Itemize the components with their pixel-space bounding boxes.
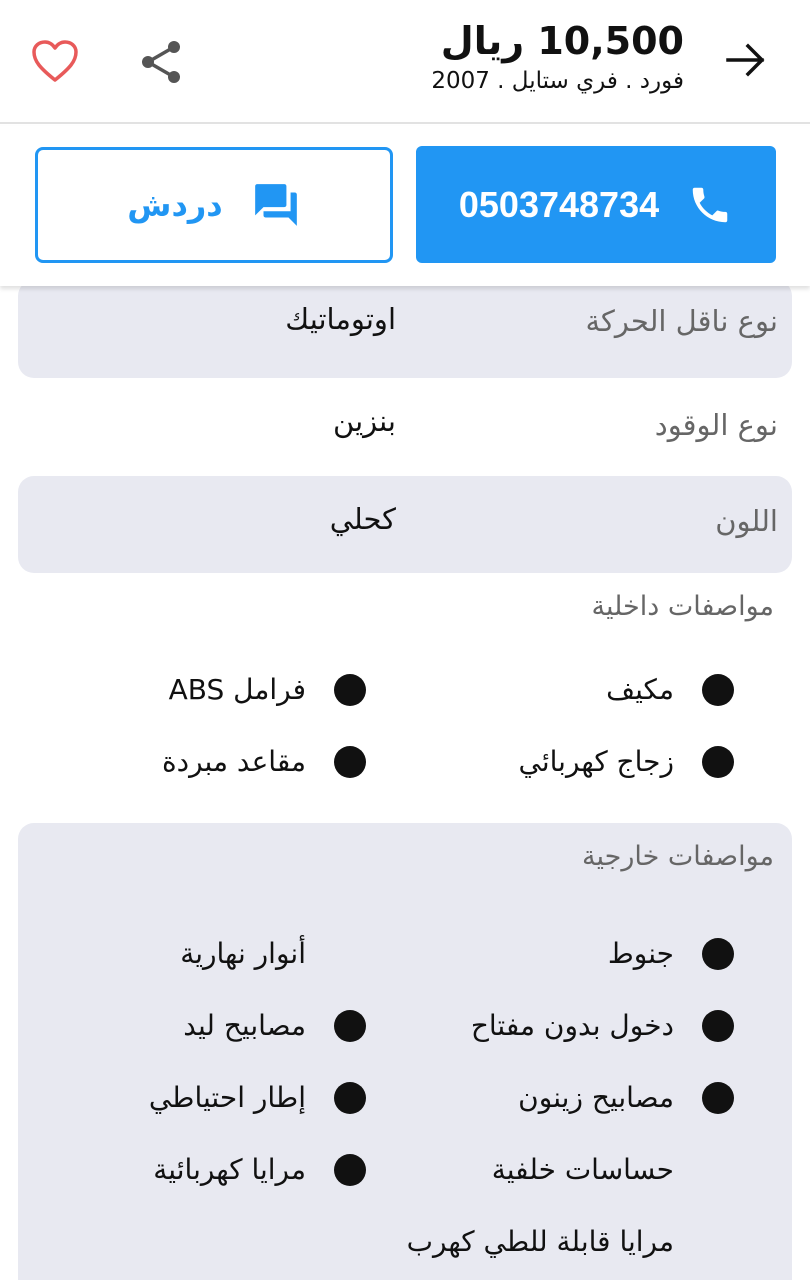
top-app-bar — [0, 0, 810, 124]
bullet-dot-empty — [334, 938, 366, 970]
share-icon — [138, 38, 186, 86]
feature-label: فرامل ABS — [168, 673, 306, 706]
spec-key: نوع ناقل الحركة — [585, 304, 778, 338]
interior-features-section — [18, 573, 792, 823]
section-title: مواصفات داخلية — [591, 591, 774, 622]
arrow-forward-icon — [724, 38, 768, 82]
bullet-dot-empty — [702, 1154, 734, 1186]
feature-label: أنوار نهارية — [180, 937, 306, 970]
chat-label: دردش — [127, 186, 223, 224]
feature-label: زجاج كهربائي — [518, 745, 674, 778]
feature-item — [492, 1153, 734, 1186]
bullet-dot — [334, 1154, 366, 1186]
feature-label: مرايا قابلة للطي كهرب — [406, 1225, 674, 1258]
feature-item — [471, 1009, 734, 1042]
feature-label: مصابيح ليد — [183, 1009, 306, 1042]
bullet-dot — [702, 674, 734, 706]
spec-value: بنزين — [333, 404, 396, 438]
contact-actions — [0, 126, 810, 286]
feature-label: مكيف — [606, 673, 674, 706]
exterior-features-section — [18, 823, 792, 1280]
spec-key: نوع الوقود — [654, 408, 778, 442]
feature-item — [518, 1081, 734, 1114]
price-text: 10,500 ريال — [440, 19, 684, 63]
spec-value: اوتوماتيك — [285, 302, 396, 336]
feature-item — [149, 1081, 366, 1114]
back-button[interactable] — [724, 38, 768, 82]
feature-label: دخول بدون مفتاح — [470, 1009, 674, 1042]
specs-list — [0, 286, 810, 1280]
chat-icon — [251, 180, 301, 230]
bullet-dot — [702, 1010, 734, 1042]
spec-key: اللون — [715, 504, 778, 538]
feature-item — [180, 937, 366, 970]
bullet-dot — [702, 1082, 734, 1114]
feature-label: جنوط — [607, 937, 674, 970]
spec-row-transmission — [18, 280, 792, 378]
call-button[interactable] — [416, 146, 776, 263]
feature-label: مصابيح زينون — [518, 1081, 674, 1114]
bullet-dot — [334, 1010, 366, 1042]
bullet-dot-empty — [702, 1226, 734, 1258]
feature-item — [153, 1153, 366, 1186]
share-button[interactable] — [138, 38, 186, 86]
feature-label: حساسات خلفية — [491, 1153, 674, 1186]
spec-row-color — [18, 476, 792, 573]
section-title: مواصفات خارجية — [582, 841, 774, 872]
feature-item — [519, 745, 734, 778]
listing-summary — [431, 18, 684, 96]
bullet-dot — [334, 746, 366, 778]
feature-label: إطار احتياطي — [148, 1081, 306, 1114]
feature-item — [162, 745, 366, 778]
bullet-dot — [702, 746, 734, 778]
bullet-dot — [702, 938, 734, 970]
phone-number: 0503748734 — [458, 183, 660, 225]
feature-item — [183, 1009, 366, 1042]
phone-icon — [687, 182, 733, 228]
feature-label: مرايا كهربائية — [153, 1153, 306, 1186]
feature-item — [608, 937, 734, 970]
feature-item — [606, 673, 734, 706]
favorite-button[interactable] — [30, 38, 80, 84]
bullet-dot — [334, 674, 366, 706]
chat-button[interactable] — [35, 147, 393, 263]
heart-outline-icon — [30, 38, 80, 84]
spec-row-fuel — [18, 378, 792, 476]
feature-item — [169, 673, 366, 706]
spec-value: كحلي — [329, 502, 396, 536]
bullet-dot — [334, 1082, 366, 1114]
car-title: فورد . فري ستايل . 2007 — [431, 68, 684, 94]
feature-label: مقاعد مبردة — [161, 745, 306, 778]
feature-item — [407, 1225, 734, 1258]
